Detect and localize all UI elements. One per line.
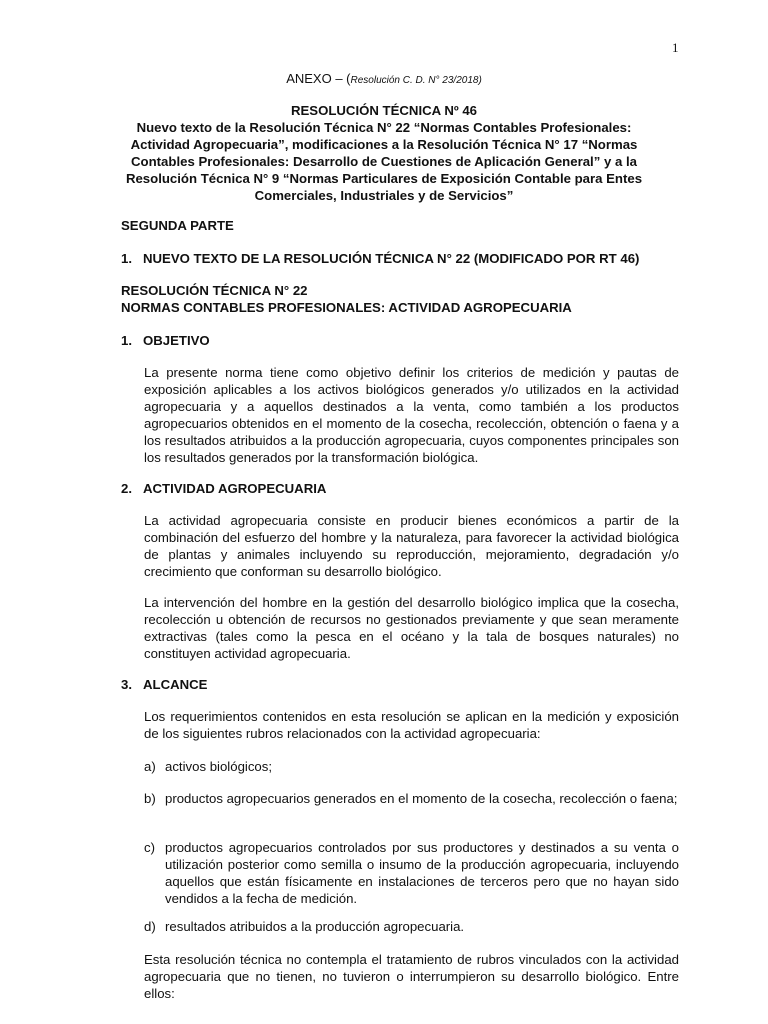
alcance-heading <box>121 676 207 693</box>
document-heading <box>110 102 658 204</box>
list-item-text: productos agropecuarios controlados por sus productores y destinados a su venta o utilización posterior como semilla o insumo de la producción agropecuaria, incluyendo aquellos que están físicamente en instalaciones de terceros pero que no hayan sido vendidos a la fecha de medición. <box>165 840 679 906</box>
annex-label: ANEXO – ( <box>286 71 351 86</box>
list-item <box>144 918 679 935</box>
objetivo-number: 1. <box>121 333 132 348</box>
list-item-label: b) <box>144 791 156 806</box>
annex-reference: Resolución C. D. N° 23/2018) <box>350 75 482 86</box>
list-item-text: activos biológicos; <box>165 759 273 774</box>
annex-line <box>0 71 768 86</box>
alcance-closing: Esta resolución técnica no contempla el tratamiento de rubros vinculados con la actividad agropecuaria que no tienen, no tuvieron o interrumpieron su desarrollo biológico. Entre ellos: <box>144 952 679 1001</box>
alcance-number: 3. <box>121 677 132 692</box>
section-1-heading <box>121 250 639 267</box>
objetivo-paragraph: La presente norma tiene como objetivo definir los criterios de medición y pautas de exposición aplicables a los activos biológicos generados y/o utilizados en la actividad agropecuaria y a aquellos destinados a la venta, como también a los productos agropecuarios obtenidos en el momento de la cosecha, recolección, obtención o faena y a los resultados atribuidos a la producción agropecuaria, cuyos componentes principales son los resultados generados por la transformación biológica. <box>144 365 679 465</box>
actividad-heading <box>121 480 326 497</box>
rt22-heading <box>121 282 572 316</box>
list-item <box>144 790 679 807</box>
list-item-text: productos agropecuarios generados en el momento de la cosecha, recolección o faena; <box>165 791 678 806</box>
page-number: 1 <box>672 40 679 55</box>
list-item-label: d) <box>144 919 156 934</box>
actividad-title: ACTIVIDAD AGROPECUARIA <box>143 481 327 496</box>
objetivo-title: OBJETIVO <box>143 333 210 348</box>
alcance-intro: Los requerimientos contenidos en esta resolución se aplican en la medición y exposición de los siguientes rubros relacionados con la actividad agropecuaria: <box>144 709 679 741</box>
list-item-label: c) <box>144 840 155 855</box>
actividad-number: 2. <box>121 481 132 496</box>
rt22-title: RESOLUCIÓN TÉCNICA N° 22 <box>121 283 308 298</box>
document-subtitle: Nuevo texto de la Resolución Técnica N° 22 “Normas Contables Profesionales: Actividad Agropecuaria”, modificaciones a la Resolución Técnica N° 17 “Normas Contables Profesionales: Desarrollo de Cuestiones de Aplicación General” y a la Resolución Técnica N° 9 “Normas Particulares de Exposición Contable para Entes Comerciales, Industriales y de Servicios” <box>125 120 643 203</box>
list-item <box>144 839 679 907</box>
alcance-title: ALCANCE <box>143 677 208 692</box>
document-title: RESOLUCIÓN TÉCNICA Nº 46 <box>290 103 478 118</box>
rt22-subtitle: NORMAS CONTABLES PROFESIONALES: ACTIVIDAD AGROPECUARIA <box>121 300 572 315</box>
objetivo-heading <box>121 332 210 349</box>
list-item-text: resultados atribuidos a la producción agropecuaria. <box>165 919 465 934</box>
section-1-title: NUEVO TEXTO DE LA RESOLUCIÓN TÉCNICA N° 22 (MODIFICADO POR RT 46) <box>143 251 640 266</box>
list-item-label: a) <box>144 759 156 774</box>
actividad-paragraph-1: La actividad agropecuaria consiste en producir bienes económicos a partir de la combinación del esfuerzo del hombre y la naturaleza, para favorecer la actividad biológica de plantas y animales incluyendo su reproducción, mejoramiento, degradación y/o crecimiento que conforman su desarrollo biológico. <box>144 513 679 579</box>
list-item <box>144 758 679 775</box>
section-1-number: 1. <box>121 251 132 266</box>
actividad-paragraph-2: La intervención del hombre en la gestión del desarrollo biológico implica que la cosecha, recolección u obtención de recursos no gestionados previamente y que sean meramente extractivas (tales como la pesca en el océano y la tala de bosques naturales) no constituyen actividad agropecuaria. <box>144 595 679 661</box>
part-heading: SEGUNDA PARTE <box>121 218 234 233</box>
